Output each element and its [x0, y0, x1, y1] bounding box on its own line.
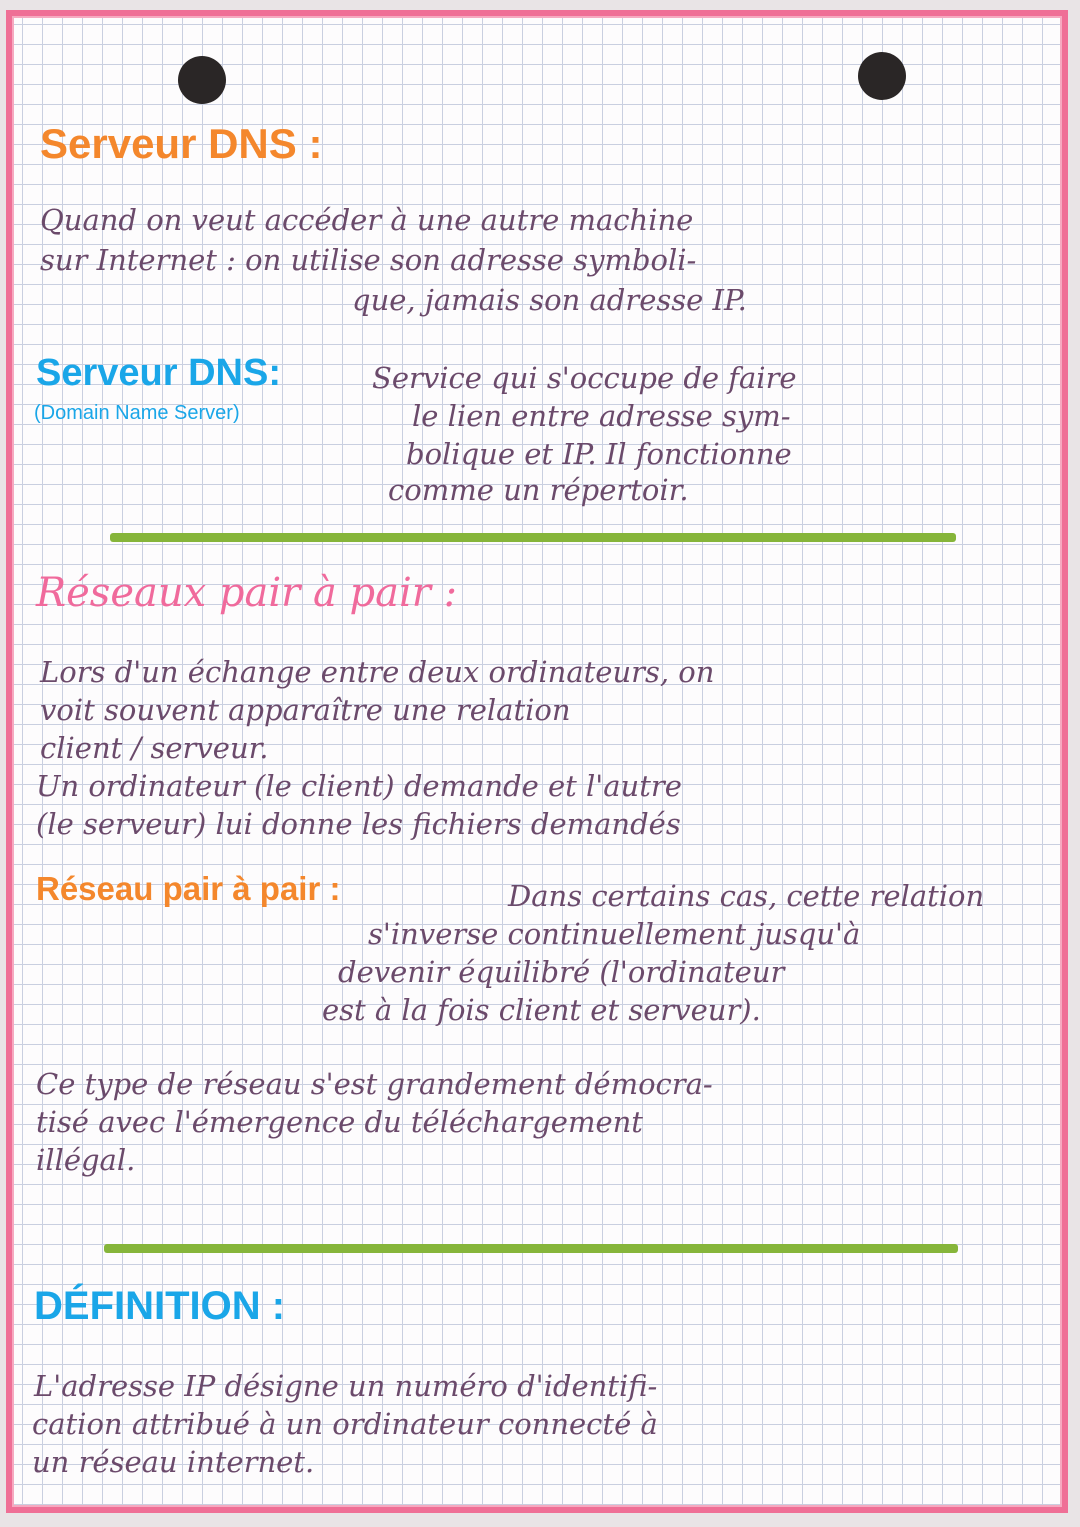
- p2p-note-line-3: illégal.: [36, 1143, 136, 1177]
- divider-2: [104, 1244, 958, 1253]
- punch-hole-right: [858, 52, 906, 100]
- definition-line-1: L'adresse IP désigne un numéro d'identifi-: [34, 1369, 658, 1403]
- p2p-def-line-2: s'inverse continuellement jusqu'à: [368, 917, 861, 951]
- p2p-intro-line-3: client / serveur.: [40, 731, 269, 765]
- punch-hole-left: [178, 56, 226, 104]
- p2p-term: Réseau pair à pair :: [36, 870, 341, 907]
- dns-title: Serveur DNS :: [40, 120, 323, 167]
- definition-line-3: un réseau internet.: [32, 1445, 315, 1479]
- p2p-def-line-3: devenir équilibré (l'ordinateur: [338, 955, 785, 989]
- dns-intro-line-1: Quand on veut accéder à une autre machine: [40, 203, 694, 237]
- p2p-note-line-1: Ce type de réseau s'est grandement démocra-: [36, 1067, 713, 1101]
- dns-intro-line-2: sur Internet : on utilise son adresse symboli-: [40, 243, 697, 277]
- dns-term: Serveur DNS:: [36, 352, 281, 394]
- dns-intro-line-3: que, jamais son adresse IP.: [352, 283, 747, 317]
- p2p-intro-line-5: (le serveur) lui donne les fichiers demandés: [36, 807, 681, 841]
- definition-line-2: cation attribué à un ordinateur connecté à: [32, 1407, 658, 1441]
- p2p-intro-line-2: voit souvent apparaître une relation: [40, 693, 571, 727]
- definition-title: DÉFINITION :: [34, 1284, 286, 1328]
- p2p-def-line-1: Dans certains cas, cette relation: [508, 879, 985, 913]
- dns-def-line-2: le lien entre adresse sym-: [412, 399, 791, 433]
- divider-1: [110, 533, 956, 542]
- dns-term-subtitle: (Domain Name Server): [34, 402, 240, 424]
- dns-def-line-1: Service qui s'occupe de faire: [372, 361, 797, 395]
- dns-def-line-4: comme un répertoir.: [388, 473, 689, 507]
- dns-def-line-3: bolique et IP. Il fonctionne: [406, 437, 792, 471]
- p2p-intro-line-1: Lors d'un échange entre deux ordinateurs, on: [40, 655, 715, 689]
- p2p-def-line-4: est à la fois client et serveur).: [322, 993, 761, 1027]
- p2p-intro-line-4: Un ordinateur (le client) demande et l'autre: [36, 769, 682, 803]
- p2p-title: Réseaux pair à pair :: [36, 570, 458, 616]
- p2p-note-line-2: tisé avec l'émergence du téléchargement: [36, 1105, 643, 1139]
